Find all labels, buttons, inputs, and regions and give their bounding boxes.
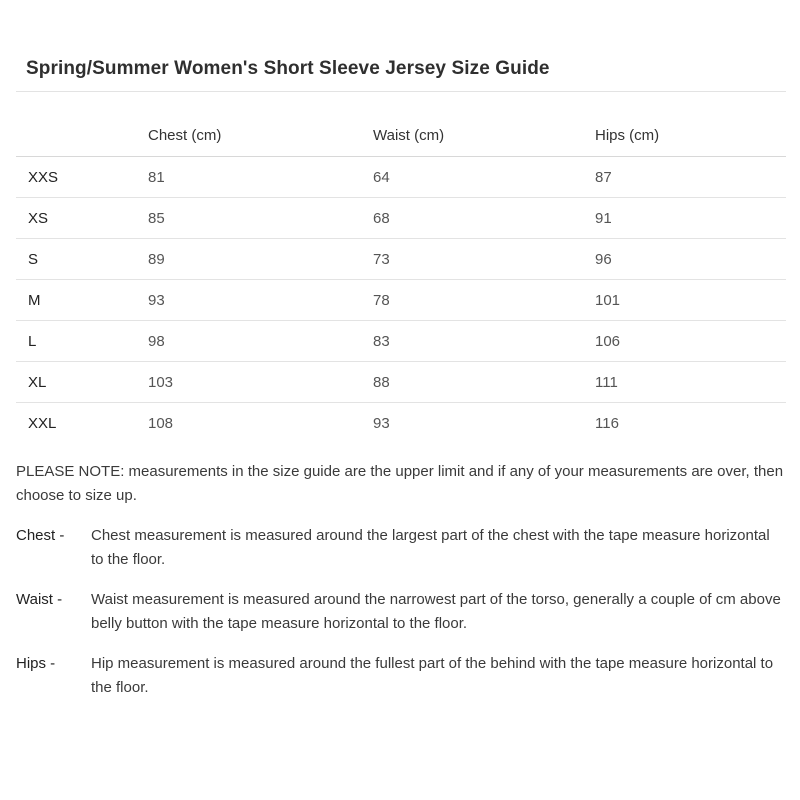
- definition-description: Chest measurement is measured around the largest part of the chest with the tape measure horizontal to the floor.: [91, 527, 770, 568]
- header-waist: Waist (cm): [373, 127, 445, 144]
- definition-term: Waist -: [16, 591, 63, 608]
- waist-value: 83: [373, 333, 390, 350]
- sizing-note: PLEASE NOTE: measurements in the size guide are the upper limit and if any of your measurements are over, then choose to size up.: [16, 463, 784, 504]
- waist-value: 73: [373, 251, 390, 268]
- definition-description: Hip measurement is measured around the fullest part of the behind with the tape measure horizontal to the floor.: [91, 655, 774, 696]
- header-hips: Hips (cm): [595, 127, 660, 144]
- chest-value: 103: [148, 374, 174, 391]
- size-label: XL: [28, 374, 47, 391]
- definition-description: Waist measurement is measured around the narrowest part of the torso, generally a couple of cm above belly button with the tape measure horizontal to the floor.: [91, 591, 781, 632]
- size-label: XS: [28, 210, 49, 227]
- header-chest: Chest (cm): [148, 127, 222, 144]
- size-label: XXL: [28, 415, 57, 432]
- chest-value: 85: [148, 210, 165, 227]
- hips-value: 101: [595, 292, 621, 309]
- definition-term: Hips -: [16, 655, 56, 672]
- waist-value: 78: [373, 292, 390, 309]
- size-label: S: [28, 251, 39, 268]
- hips-value: 111: [595, 374, 618, 391]
- table-row: [16, 403, 786, 444]
- hips-value: 116: [595, 415, 619, 432]
- table-row: [16, 198, 786, 239]
- size-label: XXS: [28, 169, 59, 186]
- chest-value: 98: [148, 333, 165, 350]
- table-row: [16, 239, 786, 280]
- chest-value: 93: [148, 292, 165, 309]
- chest-value: 89: [148, 251, 165, 268]
- table-row: [16, 362, 786, 403]
- size-label: L: [28, 333, 37, 350]
- waist-value: 68: [373, 210, 390, 227]
- table-row: [16, 157, 786, 198]
- page-title: Spring/Summer Women's Short Sleeve Jersey Size Guide: [26, 58, 550, 79]
- table-row: [16, 280, 786, 321]
- hips-value: 87: [595, 169, 612, 186]
- chest-value: 81: [148, 169, 165, 186]
- hips-value: 96: [595, 251, 612, 268]
- waist-value: 64: [373, 169, 390, 186]
- size-table: [16, 116, 786, 444]
- table-header-row: [16, 116, 786, 157]
- waist-value: 93: [373, 415, 390, 432]
- title-divider: [16, 91, 786, 92]
- hips-value: 106: [595, 333, 621, 350]
- size-label: M: [28, 292, 41, 309]
- definition-term: Chest -: [16, 527, 65, 544]
- chest-value: 108: [148, 415, 174, 432]
- waist-value: 88: [373, 374, 390, 391]
- table-row: [16, 321, 786, 362]
- hips-value: 91: [595, 210, 612, 227]
